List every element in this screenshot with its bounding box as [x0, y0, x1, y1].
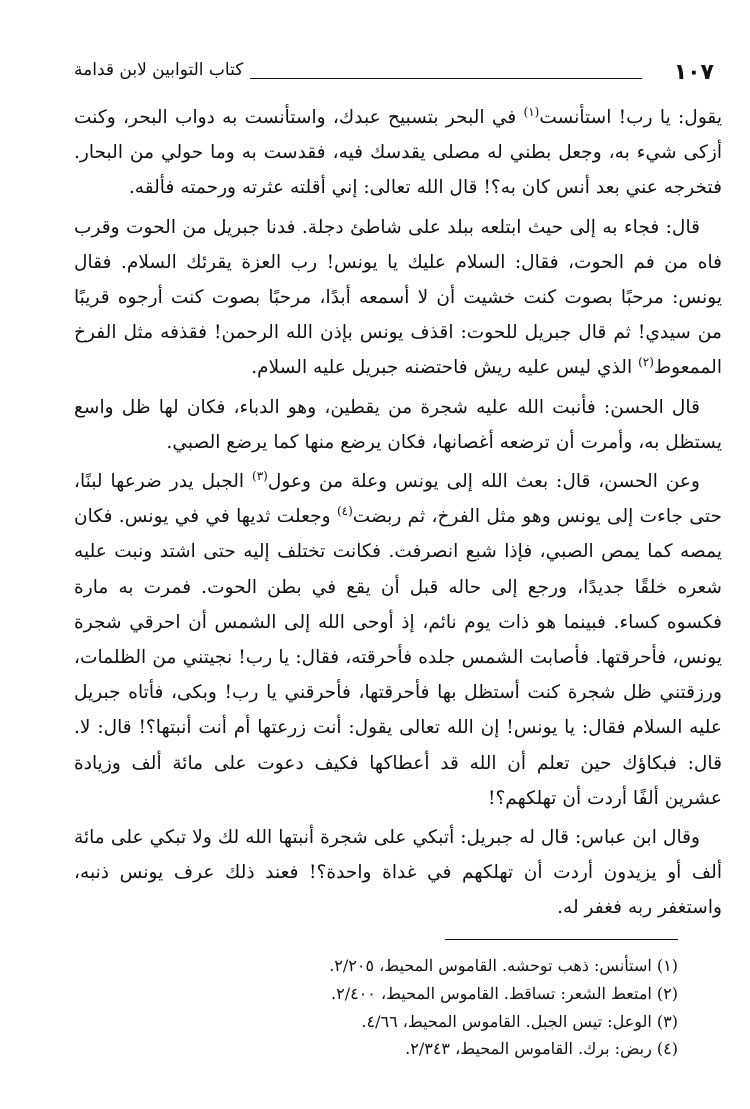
paragraph: [74, 820, 722, 926]
paragraph: [74, 210, 722, 386]
paragraph-text: الذي ليس عليه ريش فاحتضنه جبريل عليه السلام.: [251, 357, 639, 379]
footnote-ref: (٢): [638, 355, 654, 370]
footnote-ref: (٤): [336, 504, 353, 519]
body-text: [74, 100, 722, 930]
header-rule: [250, 78, 642, 79]
paragraph-text: وقال ابن عباس: قال له جبريل: أتبكي على شجرة أنبتها الله لك ولا تبكي على مائة ألف أو يزيدون أردت أن تهلكهم في غداة واحدة؟! فعند ذلك عرف يونس ذنبه، واستغفر ربه فغفر له.: [74, 827, 722, 919]
footnote: (٢) امتعط الشعر: تساقط. القاموس المحيط، ٢/٤٠٠.: [331, 983, 678, 1003]
footnote-rule: [445, 939, 678, 940]
paragraph-text: وعن الحسن، قال: بعث الله إلى يونس وعلة من وعول: [267, 471, 700, 493]
paragraph-text: في البحر بتسبيح عبدك، واستأنست به دواب البحر، وكنت أزكى شيء به، وجعل بطني له مصلى يقدسك فيه، فقدست به وما حولي من البحار. فتخرجه عني بعد أنس كان به؟! قال الله تعالى: إني أقلته عثرته ورحمته فألقه.: [74, 107, 722, 199]
paragraph-text: الجبل يدر ضرعها لبنًا، حتى جاءت إلى يونس وهو مثل الفرخ، ثم ربضت: [74, 471, 722, 528]
book-title: كتاب التوابين لابن قدامة: [74, 60, 244, 80]
paragraph: [74, 464, 722, 816]
page-number: ١٠٧: [673, 60, 714, 85]
footnote-ref: (٣): [252, 468, 268, 483]
paragraph: [74, 390, 722, 460]
footnote-ref: (١): [523, 104, 540, 119]
paragraph-text: وجعلت ثديها في في يونس. فكان يمصه كما يمص الصبي، فإذا شبع انصرفت. فكانت تختلف إليه حتى اشتد ونبت عليه شعره خلقًا جديدًا، ورجع إلى حاله قبل أن يقع في بطن الحوت. فمرت به مارة فكسوه كساء. فبينما هو ذات يوم نائم، إذ أوحى الله إلى الشمس أن احرقي شجرة يونس، فأحرقتها. فأصابت الشمس جلده فأحرقته، فقال: يا رب! نجيتني من الظلمات، ورزقتني ظل شجرة كنت أستظل بها فأحرقتها، فأحرقني يا رب! وبكى، فأتاه جبريل عليه السلام فقال: يا يونس! إن الله تعالى يقول: أنت زرعتها أم أنت أنبتها؟! قال: لا. قال: فبكاؤك حين تعلم أن الله قد أعطاكها فكيف دعوت على مائة ألف وزيادة عشرين ألفًا أردت أن تهلكهم؟!: [74, 506, 722, 809]
running-header: [74, 58, 714, 94]
paragraph-text: قال الحسن: فأنبت الله عليه شجرة من يقطين، وهو الدباء، فكان لها ظل واسع يستظل به، وأمرت أن ترضعه أغصانها، فكان يرضع منها كما يرضع الصبي.: [74, 396, 722, 453]
paragraph-text: قال: فجاء به إلى حيث ابتلعه ببلد على شاطئ دجلة. فدنا جبريل من الحوت وقرب فاه من فم الحوت، فقال: السلام عليك يا يونس! رب العزة يقرئك السلام. فقال يونس: مرحبًا بصوت كنت خشيت أن لا أسمعه أبدًا، مرحبًا بصوت كنت أرجوه قريبًا من سيدي! ثم قال جبريل للحوت: اقذف يونس بإذن الله الرحمن! فقذفه مثل الفرخ الممعوط: [74, 216, 722, 379]
footnote: (٤) ربض: برك. القاموس المحيط، ٢/٣٤٣.: [405, 1039, 678, 1059]
paragraph-text: يقول: يا رب! استأنست: [539, 107, 723, 128]
footnote: (١) استأنس: ذهب توحشه. القاموس المحيط، ٢/٢٠٥.: [329, 956, 678, 975]
paragraph: [74, 100, 722, 206]
footnote: (٣) الوعل: تيس الجبل. القاموس المحيط، ٤/٦٦.: [361, 1011, 678, 1031]
footnotes: [74, 952, 678, 1063]
